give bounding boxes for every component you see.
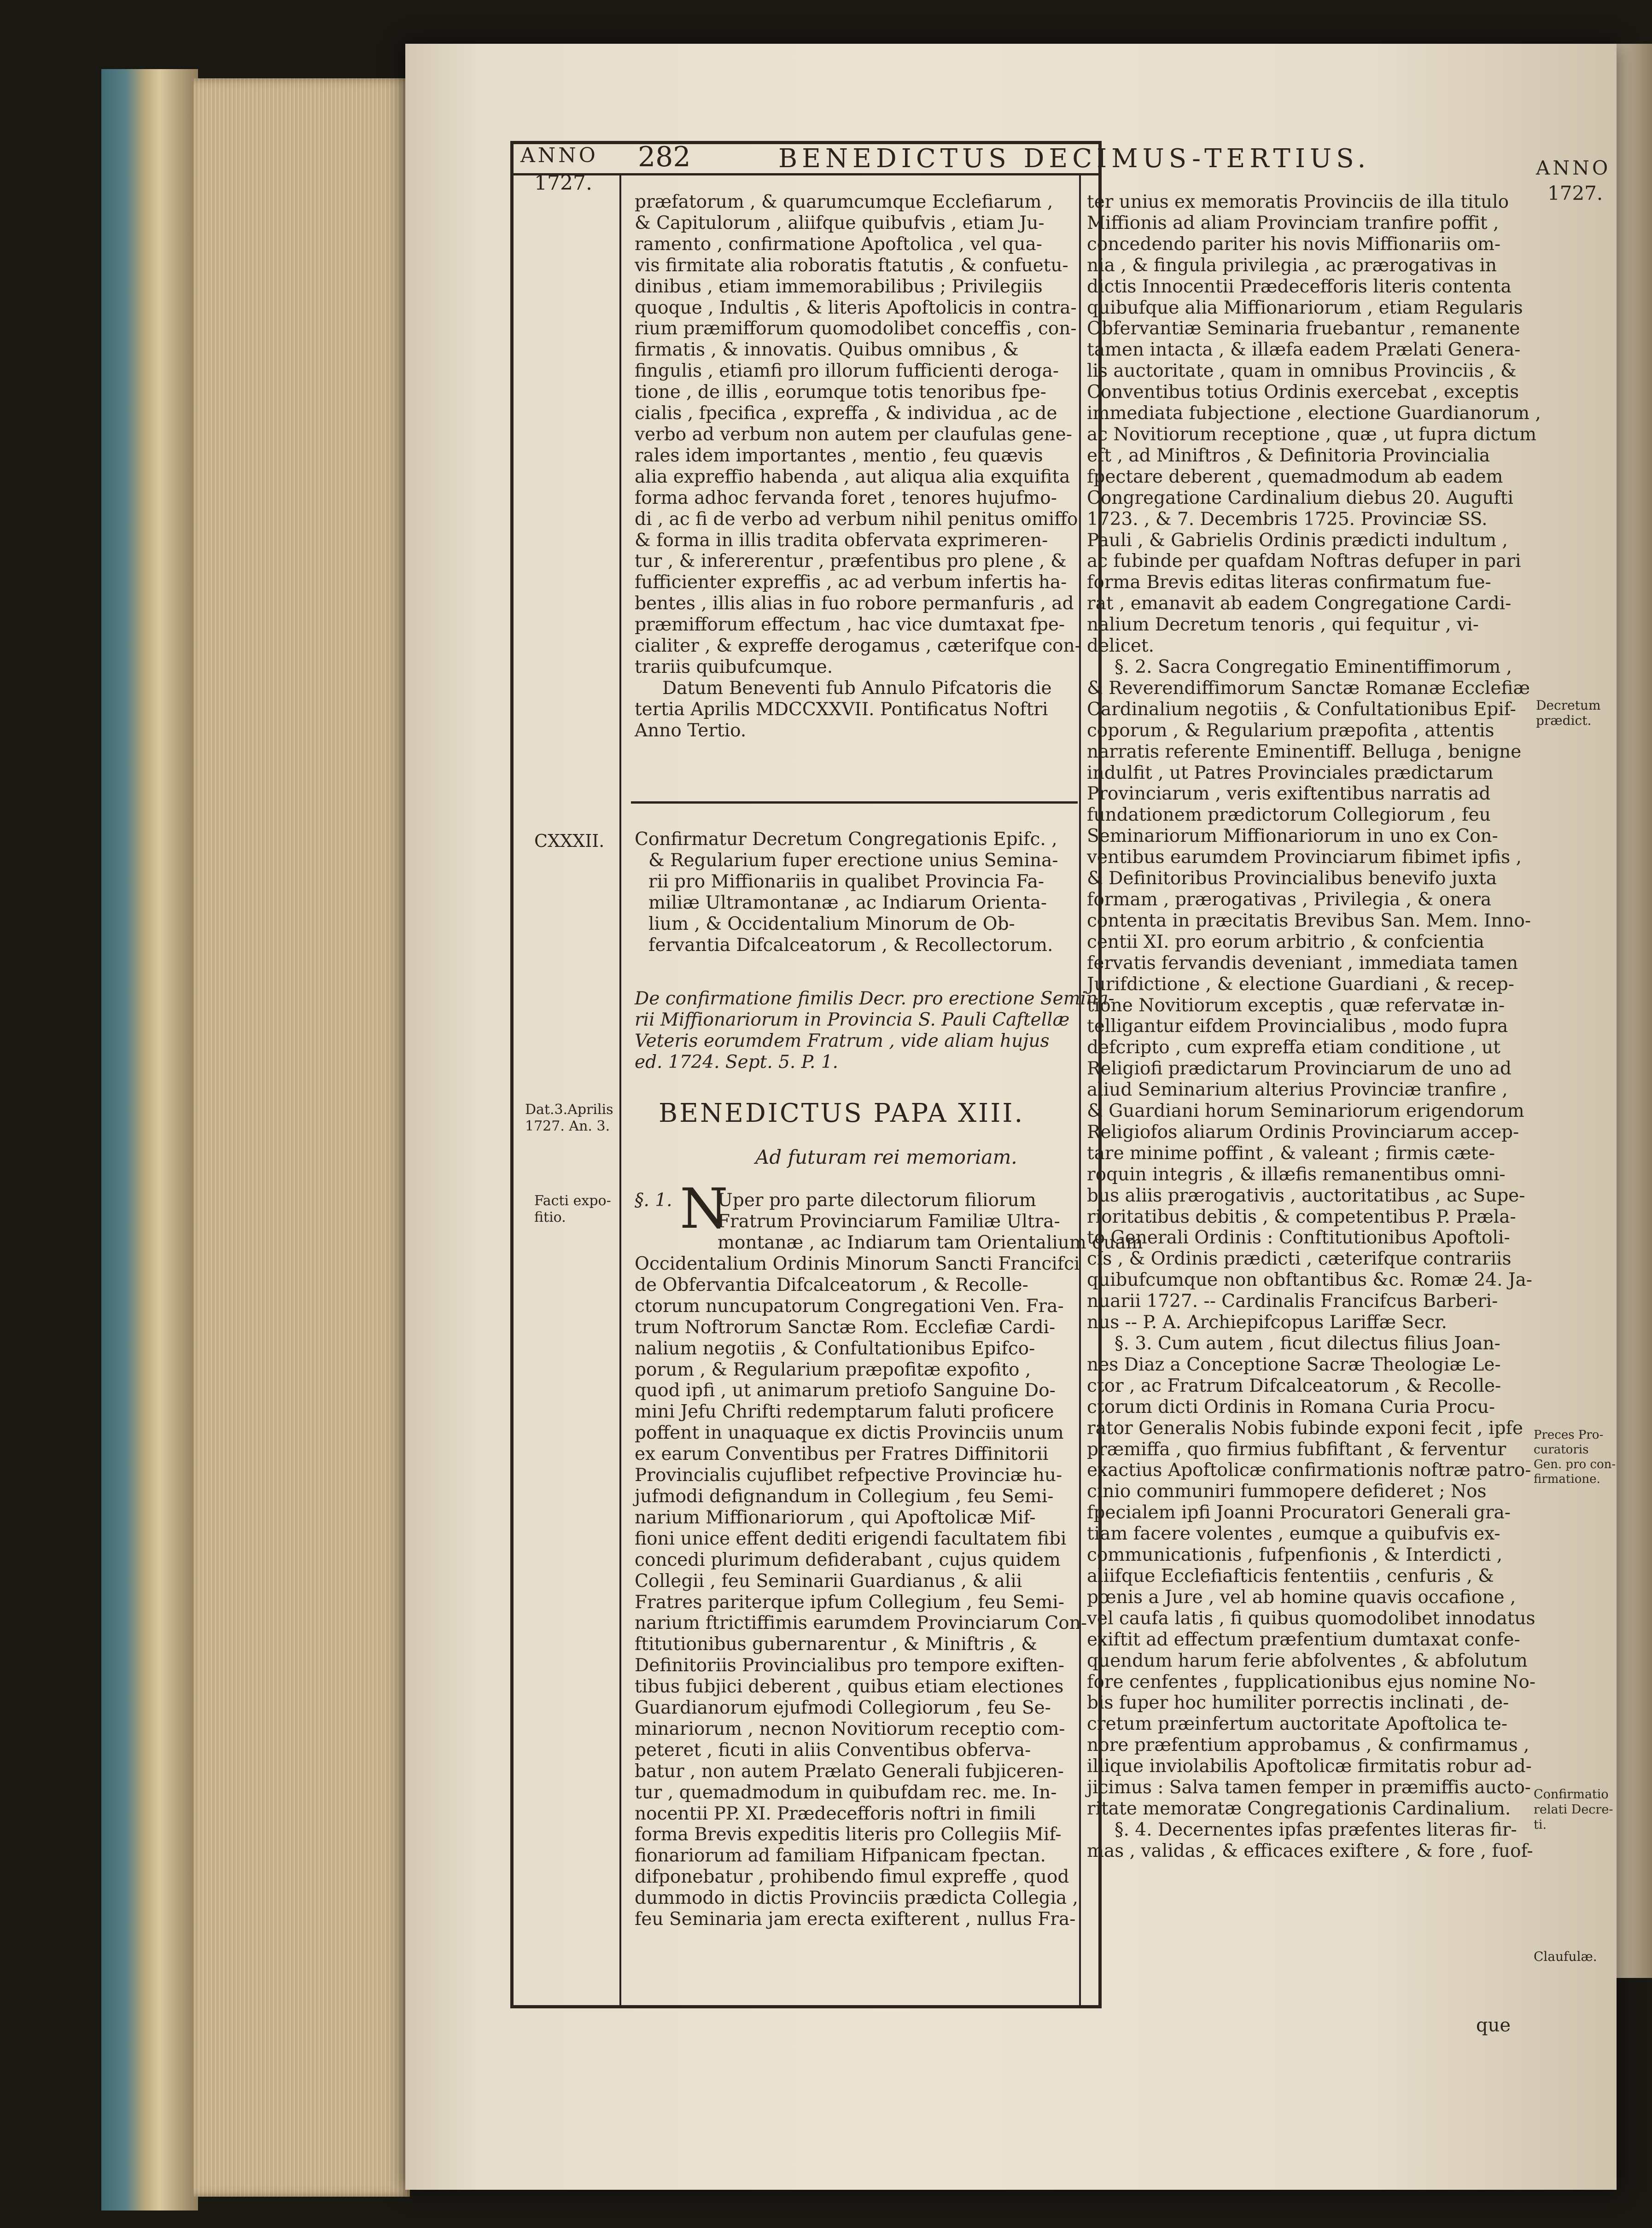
line: 1723. , & 7. Decembris 1725. Provinciæ SS. [1087, 508, 1488, 530]
line: Confirmatur Decretum Congregationis Epifc. , [635, 829, 1057, 850]
line: & forma in illis tradita obfervata exprimeren- [635, 530, 1048, 551]
facti-note-line: Facti expo- [534, 1193, 611, 1209]
line: eft , ad Miniftros , & Definitoria Provincialia [1087, 445, 1490, 466]
line: Conventibus totius Ordinis exercebat , exceptis [1087, 382, 1519, 403]
line: & Reverendiffimorum Sanctæ Romanæ Ecclefiæ [1087, 677, 1530, 699]
confirmatio-note-line: ti. [1534, 1818, 1547, 1832]
line: vel caufa latis , fi quibus quomodolibet innodatus [1087, 1608, 1535, 1629]
line: nuarii 1727. -- Cardinalis Francifcus Barberi- [1087, 1291, 1498, 1312]
line: ctorum nuncupatorum Congregationi Ven. Fra- [635, 1295, 1064, 1317]
line: concedi plurimum defiderabant , cujus quidem [635, 1549, 1061, 1570]
line: nia , & fingula privilegia , ac prærogativas in [1087, 255, 1497, 276]
line: difponebatur , prohibendo fimul expreffe , quod [635, 1866, 1069, 1888]
line: di , ac fi de verbo ad verbum nihil penitus omiffo [635, 508, 1078, 530]
line: ac Novitiorum receptione , quæ , ut fupra dictum [1087, 424, 1536, 445]
memoriam-line: Ad futuram rei memoriam. [755, 1146, 1017, 1168]
first-line: Uper pro parte dilectorum filiorum [718, 1190, 1036, 1211]
line: quendum harum ferie abfolventes , & abfolutum [1087, 1650, 1528, 1671]
drop-cap-lines [718, 1211, 1143, 1254]
line: nalium Decretum tenoris , qui fequitur , vi- [1087, 614, 1479, 636]
line: præmiffa , quo firmius fubfiftant , & ferventur [1087, 1439, 1506, 1460]
confirmatio-note-line: Confirmatio [1534, 1787, 1609, 1802]
line: peteret , ficuti in aliis Conventibus obferva- [635, 1739, 1031, 1761]
date-note [525, 1102, 613, 1135]
line: ter unius ex memoratis Provinciis de illa titulo [1087, 192, 1509, 212]
line: cis , & Ordinis prædicti , cæterifque contrariis [1087, 1248, 1512, 1270]
line: ctorum dicti Ordinis in Romana Curia Procu- [1087, 1396, 1495, 1417]
line: Provinciarum , veris exiftentibus narratis ad [1087, 783, 1491, 805]
line: lis auctoritate , quam in omnibus Provinciis , & [1087, 361, 1517, 382]
line: rium præmifforum quomodolibet conceffis , con- [635, 318, 1077, 339]
line: nalium negotiis , & Confultationibus Epifco- [635, 1338, 1035, 1359]
line: Collegii , feu Seminarii Guardianus , & alii [635, 1570, 1022, 1592]
preces-note [1534, 1428, 1616, 1487]
line: ac fubinde per quafdam Noftras defuper in pari [1087, 551, 1521, 572]
line: ed. 1724. Sept. 5. P. 1. [635, 1051, 839, 1073]
line: immediata fubjectione , electione Guardianorum , [1087, 403, 1541, 424]
line: trum Noftrorum Sanctæ Rom. Ecclefiæ Cardi- [635, 1317, 1056, 1338]
line: trariis quibufcumque. [635, 656, 833, 677]
claufulae-note: Claufulæ. [1534, 1949, 1597, 1964]
line: tibus fubjici deberent , quibus etiam electiones [635, 1676, 1064, 1697]
line: delicet. [1087, 636, 1154, 657]
year-label: ANNO [520, 144, 598, 167]
line: jicimus : Salva tamen femper in præmiffis aucto- [1087, 1777, 1531, 1798]
line: minariorum , necnon Novitiorum receptio com- [635, 1718, 1065, 1739]
right-column-text-1 [1087, 192, 1541, 657]
line: De confirmatione fimilis Decr. pro erectione Semina- [635, 988, 1115, 1009]
decretum-note-line: Decretum [1536, 698, 1601, 713]
line: ctor , ac Fratrum Difcalceatorum , & Recolle- [1087, 1375, 1501, 1396]
adjacent-page-edge [1612, 44, 1652, 1978]
line: miliæ Ultramontanæ , ac Indiarum Orienta- [648, 892, 1047, 913]
line: rat , emanavit ab eadem Congregatione Cardi- [1087, 593, 1512, 614]
catchword: que [1476, 2015, 1511, 2036]
line: quibufcumque non obftantibus &c. Romæ 24. Ja- [1087, 1270, 1532, 1291]
line: Definitoriis Provincialibus pro tempore exiften- [635, 1655, 1064, 1676]
left-column-text-1 [635, 192, 1081, 741]
line: rii pro Miffionariis in qualibet Provincia Fa- [648, 871, 1045, 892]
line: ex earum Conventibus per Fratres Diffinitorii [635, 1444, 1049, 1465]
line: Veteris eorumdem Fratrum , vide aliam hujus [635, 1030, 1050, 1051]
book-binding [101, 69, 198, 2211]
line: Occidentalium Ordinis Minorum Sancti Francifci [635, 1254, 1080, 1274]
line: vis firmitate alia roboratis ftatutis , & confuetu- [635, 255, 1068, 276]
document-number: CXXXII. [534, 831, 605, 851]
line: §. 3. Cum autem , ficut dilectus filius Joan- [1115, 1333, 1500, 1354]
line: fufficienter expreffis , ac ad verbum infertis ha- [635, 572, 1067, 593]
line: narratis referente Eminentiff. Belluga , benigne [1087, 741, 1522, 762]
line: roquin integris , & illæfis remanentibus omni- [1087, 1164, 1506, 1185]
line: rioritatibus debitis , & competentibus P. Præla- [1087, 1206, 1516, 1227]
line: tione , de illis , eorumque totis tenoribus fpe- [635, 382, 1046, 403]
line: ramento , confirmatione Apoftolica , vel qua- [635, 233, 1042, 255]
line: ritate memoratæ Congregationis Cardinalium. [1087, 1798, 1511, 1819]
line: Seminariorum Miffionariorum in uno ex Con- [1087, 826, 1498, 847]
line: fpecialem ipfi Joanni Procuratori Generali gra- [1087, 1502, 1511, 1523]
line: narium ftrictiffimis earumdem Provinciarum Con- [635, 1613, 1087, 1634]
line: mas , validas , & efficaces exiftere , & fore , fuof- [1087, 1840, 1533, 1861]
line: bis fuper hoc humiliter porrectis inclinati , de- [1087, 1692, 1509, 1714]
line: Fratres pariterque ipfum Collegium , feu Semi- [635, 1592, 1064, 1613]
pope-heading: BENEDICTUS PAPA XIII. [659, 1098, 1025, 1128]
line: cialiter , & expreffe derogamus , cæterifque con- [635, 636, 1081, 657]
line: fervatis fervandis deveniant , immediata tamen [1087, 952, 1518, 974]
page-number: 282 [638, 141, 691, 173]
line: Anno Tertio. [635, 720, 747, 741]
line: & Guardiani horum Seminariorum erigendorum [1087, 1101, 1524, 1122]
right-column-text-2 [1087, 657, 1532, 1333]
line: Congregatione Cardinalium diebus 20. Augufti [1087, 487, 1513, 508]
line: §. 2. Sacra Congregatio Eminentiffimorum , [1115, 657, 1512, 677]
line: to Generali Ordinis : Conftitutionibus Apoftoli- [1087, 1227, 1510, 1248]
line: firmatis , & innovatis. Quibus omnibus , & [635, 339, 1019, 361]
line: dummodo in dictis Provinciis prædicta Collegia , [635, 1888, 1079, 1909]
line: & Capitulorum , aliifque quibufvis , etiam Ju- [635, 212, 1045, 233]
line: communicationis , fufpenfionis , & Interdicti , [1087, 1545, 1503, 1566]
preces-note-line: firmatione. [1534, 1472, 1600, 1486]
line: fionariorum ad familiam Hifpanicam fpectan. [635, 1845, 1046, 1866]
line: centii XI. pro eorum arbitrio , & confcientia [1087, 931, 1484, 952]
line: exactius Apoftolicæ confirmationis noftræ patro- [1087, 1460, 1531, 1481]
date-note-line: 1727. An. 3. [525, 1118, 610, 1134]
line: §. 4. Decernentes ipfas præfentes literas fir- [1115, 1819, 1517, 1840]
line: aliud Seminarium alterius Provinciæ tranfire , [1087, 1079, 1508, 1101]
line: illique inviolabilis Apoftolicæ firmitatis robur ad- [1087, 1756, 1532, 1777]
line: nocentii PP. XI. Prædecefforis noftri in fimili [635, 1803, 1036, 1824]
line: formam , prærogativas , Privilegia , & onera [1087, 889, 1492, 910]
year: 1727. [534, 171, 592, 195]
line: montanæ , ac Indiarum tam Orientalium quam [718, 1232, 1143, 1253]
confirmatio-note [1534, 1787, 1613, 1832]
line: poffent in unaquaque ex dictis Provinciis unum [635, 1423, 1064, 1444]
line: contenta in præcitatis Brevibus San. Mem. Inno- [1087, 910, 1531, 931]
line: tertia Aprilis MDCCXXVII. Pontificatus Noftri [635, 699, 1048, 720]
line: præmifforum effectum , hac vice dumtaxat fpe- [635, 614, 1065, 636]
line: Datum Beneventi fub Annulo Pifcatoris die [662, 677, 1052, 699]
line: quoque , Indultis , & literis Apoftolicis in contra- [635, 297, 1077, 318]
right-year-label: ANNO [1536, 157, 1611, 179]
line: præfatorum , & quarumcumque Ecclefiarum , [635, 192, 1053, 212]
drop-cap: N [680, 1177, 728, 1241]
line: batur , non autem Prælato Generali fubjiceren- [635, 1761, 1064, 1782]
running-title: BENEDICTUS DECIMUS-TERTIUS. [778, 144, 1371, 174]
line: cialis , fpecifica , expreffa , & individua , ac de [635, 403, 1057, 424]
cross-reference [635, 988, 1115, 1073]
line: Fratrum Provinciarum Familiæ Ultra- [718, 1211, 1060, 1232]
line: verbo ad verbum non autem per claufulas gene- [635, 424, 1072, 445]
line: fundationem prædictorum Collegiorum , feu [1087, 805, 1491, 826]
line: dictis Innocentii Prædecefforis literis contenta [1087, 276, 1512, 297]
line: quibufque alia Miffionariorum , etiam Regularis [1087, 297, 1523, 318]
line: rii Miffionariorum in Provincia S. Pauli Caftellæ [635, 1009, 1070, 1030]
decretum-note [1536, 698, 1601, 728]
line: Religiofos aliarum Ordinis Provinciarum accep- [1087, 1121, 1519, 1143]
right-column-text-3 [1087, 1333, 1535, 1862]
line: feu Seminaria jam erecta exifterent , nullus Fra- [635, 1909, 1076, 1930]
line: forma Brevis editas literas confirmatum fue- [1087, 572, 1491, 593]
section-rule [631, 801, 1078, 804]
line: Cardinalium negotiis , & Confultationibus Epif- [1087, 699, 1516, 720]
line: fore cenfentes , fupplicationibus ejus nomine No- [1087, 1671, 1536, 1692]
document-summary [635, 829, 1058, 956]
line: cretum præinfertum auctoritate Apoftolica te- [1087, 1714, 1508, 1735]
line: jufmodi defignandum in Collegium , feu Semi- [635, 1486, 1054, 1507]
line: pœnis a Jure , vel ab homine quavis occafione , [1087, 1586, 1516, 1608]
line: porum , & Regularium præpofitæ expofito , [635, 1359, 1031, 1380]
line: Pauli , & Gabrielis Ordinis prædicti indultum , [1087, 530, 1508, 551]
line: rator Generalis Nobis fubinde exponi fecit , ipfe [1087, 1417, 1523, 1439]
line: Miffionis ad aliam Provinciam tranfire poffit , [1087, 212, 1499, 233]
line: ftitutionibus gubernarentur , & Miniftris , & [635, 1634, 1037, 1655]
right-year: 1727. [1547, 182, 1603, 204]
confirmatio-note-line: relati Decre- [1534, 1802, 1613, 1817]
line: bentes , illis alias in fuo robore permanfuris , ad [635, 593, 1074, 614]
line: tur , quemadmodum in quibufdam rec. me. In- [635, 1782, 1057, 1803]
line: bus aliis prærogativis , auctoritatibus , ac Supe- [1087, 1185, 1525, 1206]
line: exiftit ad effectum præfentium dumtaxat confe- [1087, 1629, 1520, 1650]
line: aliifque Ecclefiafticis fententiis , cenfuris , & [1087, 1565, 1494, 1586]
margin-column-rule [619, 173, 621, 2008]
line: cinio communiri fummopere defideret ; Nos [1087, 1481, 1487, 1502]
line: Obfervantiæ Seminaria fruebantur , remanente [1087, 318, 1520, 339]
line: & Regularium fuper erectione unius Semina- [648, 850, 1058, 871]
left-column-text-2 [635, 1254, 1087, 1930]
line: & Definitoribus Provincialibus benevifo juxta [1087, 868, 1497, 889]
line: dinibus , etiam immemorabilibus ; Privilegiis [635, 276, 1043, 297]
line: quod ipfi , ut animarum pretiofo Sanguine Do- [635, 1380, 1056, 1401]
line: fingulis , etiamfi pro illorum fufficienti deroga- [635, 361, 1059, 382]
line: Guardianorum ejufmodi Collegiorum , feu Se- [635, 1697, 1051, 1719]
preces-note-line: curatoris [1534, 1443, 1589, 1457]
line: Religiofi prædictarum Provinciarum de uno ad [1087, 1058, 1512, 1079]
line: fpectare deberent , quemadmodum ab eadem [1087, 466, 1503, 487]
page-edges [193, 78, 410, 2197]
line: defcripto , cum expreffa etiam conditione , ut [1087, 1037, 1500, 1058]
line: tiam facere volentes , eumque a quibufvis ex- [1087, 1523, 1500, 1545]
line: tare minime poffint , & valeant ; firmis cæte- [1087, 1143, 1495, 1164]
preces-note-line: Gen. pro con- [1534, 1458, 1616, 1471]
section-mark: §. 1. [635, 1190, 672, 1211]
line: lium , & Occidentalium Minorum de Ob- [648, 913, 1015, 934]
line: concedendo pariter his novis Miffionariis om- [1087, 233, 1501, 255]
facti-note-line: fitio. [534, 1209, 566, 1225]
line: alia expreffio habenda , aut aliqua alia exquifita [635, 466, 1070, 487]
line: ventibus earumdem Provinciarum fibimet ipfis , [1087, 847, 1522, 868]
line: Provincialis cujuflibet refpective Provinciæ hu- [635, 1465, 1062, 1486]
line: fervantia Difcalceatorum , & Recollectorum. [648, 934, 1053, 956]
line: tamen intacta , & illæfa eadem Prælati Genera- [1087, 339, 1521, 361]
line: forma adhoc fervanda foret , tenores hujufmo- [635, 487, 1057, 508]
preces-note-line: Preces Pro- [1534, 1428, 1604, 1442]
line: nes Diaz a Conceptione Sacræ Theologiæ Le- [1087, 1354, 1501, 1375]
line: indulfit , ut Patres Provinciales prædictarum [1087, 762, 1494, 783]
date-note-line: Dat.3.Aprilis [525, 1102, 613, 1118]
line: narium Miffionariorum , qui Apoftolicæ Mif- [635, 1507, 1036, 1528]
line: telligantur eifdem Provincialibus , modo fupra [1087, 1016, 1508, 1037]
line: mini Jefu Chrifti redemptarum faluti proficere [635, 1401, 1054, 1423]
decretum-note-line: prædict. [1536, 713, 1592, 728]
line: tione Novitiorum exceptis , quæ refervatæ in- [1087, 995, 1505, 1016]
line: rales idem importantes , mentio , feu quævis [635, 445, 1043, 466]
line: de Obfervantia Difcalceatorum , & Recolle- [635, 1274, 1028, 1295]
line: tur , & infererentur , præfentibus pro plene , & [635, 551, 1067, 572]
line: forma Brevis expeditis literis pro Collegiis Mif- [635, 1824, 1062, 1845]
line: nore præfentium approbamus , & confirmamus , [1087, 1735, 1529, 1756]
line: nus -- P. A. Archiepifcopus Lariffæ Secr. [1087, 1312, 1447, 1333]
line: Jurifdictione , & electione Guardiani , & recep- [1087, 974, 1514, 995]
line: coporum , & Regularium præpofita , attentis [1087, 720, 1494, 741]
line: fioni unice effent dediti erigendi facultatem fibi [635, 1528, 1067, 1549]
facti-note [534, 1193, 611, 1226]
